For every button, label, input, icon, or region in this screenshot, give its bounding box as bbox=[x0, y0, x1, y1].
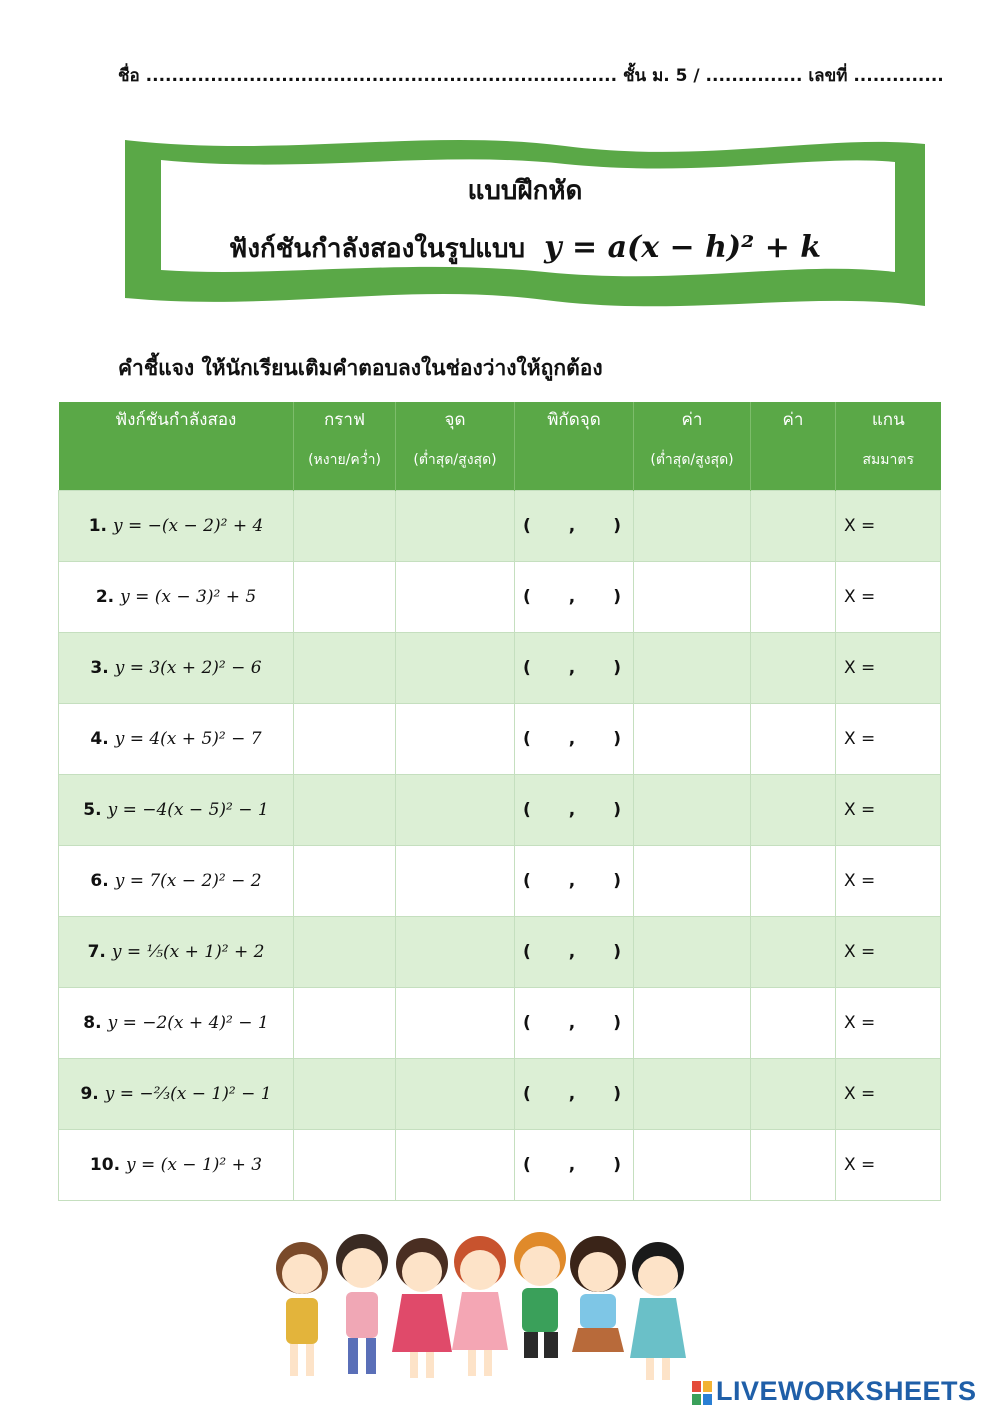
graph-answer-field[interactable] bbox=[294, 988, 396, 1059]
quadratic-equation: y = 3(x + 2)² − 6 bbox=[114, 658, 262, 678]
close-paren: ) bbox=[613, 1155, 622, 1175]
children-illustration bbox=[262, 1228, 702, 1388]
function-cell bbox=[59, 491, 294, 562]
header-value-type: ค่า (ต่ำสุด/สูงสุด) bbox=[634, 402, 751, 491]
function-cell bbox=[59, 1130, 294, 1201]
point-type-answer-field[interactable] bbox=[396, 562, 515, 633]
worksheet-title: แบบฝึกหัด bbox=[467, 176, 583, 206]
axis-of-symmetry-field[interactable] bbox=[836, 917, 941, 988]
instruction-text: คำชี้แจง ให้นักเรียนเติมคำตอบลงในช่องว่างให้ถูกต้อง bbox=[118, 356, 603, 380]
quadratic-equation: y = −⅔(x − 1)² − 1 bbox=[104, 1084, 272, 1104]
header-value: ค่า bbox=[751, 402, 836, 491]
close-paren: ) bbox=[613, 1084, 622, 1104]
value-answer-field[interactable] bbox=[751, 633, 836, 704]
value-type-answer-field[interactable] bbox=[634, 704, 751, 775]
open-paren: ( bbox=[523, 729, 531, 749]
quadratic-equation: y = −4(x − 5)² − 1 bbox=[107, 800, 269, 820]
vertex-coordinate-field[interactable] bbox=[515, 562, 634, 633]
table-row bbox=[59, 988, 941, 1059]
table-row bbox=[59, 846, 941, 917]
quadratic-equation: y = −2(x + 4)² − 1 bbox=[107, 1013, 269, 1033]
row-number: 7. bbox=[87, 942, 106, 962]
table-row bbox=[59, 1059, 941, 1130]
coord-comma: , bbox=[568, 800, 576, 820]
liveworksheets-logo-icon bbox=[692, 1381, 712, 1405]
coord-comma: , bbox=[568, 1084, 576, 1104]
value-answer-field[interactable] bbox=[751, 704, 836, 775]
axis-of-symmetry-field[interactable] bbox=[836, 1130, 941, 1201]
value-answer-field[interactable] bbox=[751, 1059, 836, 1130]
quadratic-equation: y = (x − 3)² + 5 bbox=[120, 587, 257, 607]
row-number: 4. bbox=[90, 729, 109, 749]
function-cell bbox=[59, 988, 294, 1059]
coord-comma: , bbox=[568, 729, 576, 749]
vertex-coordinate-field[interactable] bbox=[515, 846, 634, 917]
quadratic-equation: y = 7(x − 2)² − 2 bbox=[114, 871, 262, 891]
header-coordinates: พิกัดจุด bbox=[515, 402, 634, 491]
close-paren: ) bbox=[613, 587, 622, 607]
open-paren: ( bbox=[523, 587, 531, 607]
title-banner bbox=[125, 140, 925, 310]
vertex-coordinate-field[interactable] bbox=[515, 633, 634, 704]
value-answer-field[interactable] bbox=[751, 1130, 836, 1201]
subtitle-text: ฟังก์ชันกำลังสองในรูปแบบ bbox=[228, 234, 526, 264]
graph-answer-field[interactable] bbox=[294, 1059, 396, 1130]
coord-comma: , bbox=[568, 587, 576, 607]
row-number: 2. bbox=[95, 587, 115, 607]
value-type-answer-field[interactable] bbox=[634, 633, 751, 704]
axis-of-symmetry-field[interactable] bbox=[836, 633, 941, 704]
logo-text: LIVEWORKSHEETS bbox=[716, 1376, 977, 1406]
axis-of-symmetry-field[interactable] bbox=[836, 562, 941, 633]
axis-of-symmetry-field[interactable] bbox=[836, 775, 941, 846]
table-header-row bbox=[59, 402, 941, 491]
open-paren: ( bbox=[523, 1155, 531, 1175]
coord-comma: , bbox=[568, 658, 576, 678]
close-paren: ) bbox=[613, 871, 622, 891]
coord-comma: , bbox=[568, 942, 576, 962]
axis-prefix: X = bbox=[844, 942, 876, 962]
value-answer-field[interactable] bbox=[751, 491, 836, 562]
row-number: 3. bbox=[90, 658, 109, 678]
graph-answer-field[interactable] bbox=[294, 917, 396, 988]
value-type-answer-field[interactable] bbox=[634, 1059, 751, 1130]
answer-table bbox=[58, 402, 941, 1201]
axis-prefix: X = bbox=[844, 729, 876, 749]
axis-prefix: X = bbox=[844, 587, 876, 607]
value-answer-field[interactable] bbox=[751, 846, 836, 917]
close-paren: ) bbox=[613, 942, 622, 962]
open-paren: ( bbox=[523, 942, 531, 962]
function-cell bbox=[59, 775, 294, 846]
axis-prefix: X = bbox=[844, 800, 876, 820]
function-cell bbox=[59, 633, 294, 704]
close-paren: ) bbox=[613, 516, 622, 536]
value-answer-field[interactable] bbox=[751, 988, 836, 1059]
row-number: 9. bbox=[80, 1084, 99, 1104]
point-type-answer-field[interactable] bbox=[396, 917, 515, 988]
row-number: 1. bbox=[88, 516, 107, 536]
axis-prefix: X = bbox=[844, 658, 876, 678]
open-paren: ( bbox=[523, 1084, 531, 1104]
value-type-answer-field[interactable] bbox=[634, 1130, 751, 1201]
open-paren: ( bbox=[523, 871, 531, 891]
close-paren: ) bbox=[613, 729, 622, 749]
table-row bbox=[59, 633, 941, 704]
header-function: ฟังก์ชันกำลังสอง bbox=[59, 402, 294, 491]
value-type-answer-field[interactable] bbox=[634, 491, 751, 562]
axis-prefix: X = bbox=[844, 871, 876, 891]
function-cell bbox=[59, 846, 294, 917]
vertex-form-formula: y = a(x − h)² + k bbox=[544, 230, 822, 265]
worksheet-subtitle bbox=[125, 228, 925, 269]
coord-comma: , bbox=[568, 1013, 576, 1033]
graph-answer-field[interactable] bbox=[294, 1130, 396, 1201]
axis-of-symmetry-field[interactable] bbox=[836, 988, 941, 1059]
table-row bbox=[59, 704, 941, 775]
quadratic-equation: y = −(x − 2)² + 4 bbox=[112, 516, 264, 536]
student-info-line: ชื่อ ......................................................................... ชั้น ม. 5 / ............... เลขที่ .............. bbox=[118, 66, 944, 86]
row-number: 5. bbox=[83, 800, 102, 820]
header-axis: แกน สมมาตร bbox=[836, 402, 941, 491]
point-type-answer-field[interactable] bbox=[396, 704, 515, 775]
point-type-answer-field[interactable] bbox=[396, 775, 515, 846]
vertex-coordinate-field[interactable] bbox=[515, 988, 634, 1059]
value-answer-field[interactable] bbox=[751, 562, 836, 633]
open-paren: ( bbox=[523, 516, 531, 536]
function-cell bbox=[59, 562, 294, 633]
graph-answer-field[interactable] bbox=[294, 775, 396, 846]
open-paren: ( bbox=[523, 658, 531, 678]
vertex-coordinate-field[interactable] bbox=[515, 491, 634, 562]
vertex-coordinate-field[interactable] bbox=[515, 1059, 634, 1130]
coord-comma: , bbox=[568, 1155, 576, 1175]
value-type-answer-field[interactable] bbox=[634, 988, 751, 1059]
row-number: 6. bbox=[90, 871, 109, 891]
table-row bbox=[59, 775, 941, 846]
axis-of-symmetry-field[interactable] bbox=[836, 491, 941, 562]
row-number: 8. bbox=[83, 1013, 102, 1033]
value-type-answer-field[interactable] bbox=[634, 846, 751, 917]
value-answer-field[interactable] bbox=[751, 775, 836, 846]
vertex-coordinate-field[interactable] bbox=[515, 917, 634, 988]
table-row bbox=[59, 562, 941, 633]
vertex-coordinate-field[interactable] bbox=[515, 704, 634, 775]
value-type-answer-field[interactable] bbox=[634, 562, 751, 633]
value-type-answer-field[interactable] bbox=[634, 917, 751, 988]
close-paren: ) bbox=[613, 658, 622, 678]
point-type-answer-field[interactable] bbox=[396, 1130, 515, 1201]
vertex-coordinate-field[interactable] bbox=[515, 1130, 634, 1201]
function-cell bbox=[59, 1059, 294, 1130]
point-type-answer-field[interactable] bbox=[396, 988, 515, 1059]
graph-answer-field[interactable] bbox=[294, 491, 396, 562]
graph-answer-field[interactable] bbox=[294, 562, 396, 633]
close-paren: ) bbox=[613, 800, 622, 820]
graph-answer-field[interactable] bbox=[294, 704, 396, 775]
function-cell bbox=[59, 704, 294, 775]
coord-comma: , bbox=[568, 516, 576, 536]
axis-prefix: X = bbox=[844, 1155, 876, 1175]
table-row bbox=[59, 491, 941, 562]
graph-answer-field[interactable] bbox=[294, 846, 396, 917]
axis-prefix: X = bbox=[844, 1084, 876, 1104]
close-paren: ) bbox=[613, 1013, 622, 1033]
quadratic-equation: y = (x − 1)² + 3 bbox=[126, 1155, 263, 1175]
table-row bbox=[59, 1130, 941, 1201]
row-number: 10. bbox=[89, 1155, 121, 1175]
point-type-answer-field[interactable] bbox=[396, 491, 515, 562]
coord-comma: , bbox=[568, 871, 576, 891]
open-paren: ( bbox=[523, 1013, 531, 1033]
function-cell bbox=[59, 917, 294, 988]
open-paren: ( bbox=[523, 800, 531, 820]
axis-of-symmetry-field[interactable] bbox=[836, 1059, 941, 1130]
liveworksheets-logo bbox=[692, 1376, 977, 1407]
axis-prefix: X = bbox=[844, 1013, 876, 1033]
axis-of-symmetry-field[interactable] bbox=[836, 704, 941, 775]
axis-of-symmetry-field[interactable] bbox=[836, 846, 941, 917]
value-answer-field[interactable] bbox=[751, 917, 836, 988]
header-graph: กราฟ (หงาย/คว่ำ) bbox=[294, 402, 396, 491]
header-point: จุด (ต่ำสุด/สูงสุด) bbox=[396, 402, 515, 491]
value-type-answer-field[interactable] bbox=[634, 775, 751, 846]
quadratic-equation: y = ⅕(x + 1)² + 2 bbox=[111, 942, 265, 962]
vertex-coordinate-field[interactable] bbox=[515, 775, 634, 846]
table-row bbox=[59, 917, 941, 988]
axis-prefix: X = bbox=[844, 516, 876, 536]
graph-answer-field[interactable] bbox=[294, 633, 396, 704]
point-type-answer-field[interactable] bbox=[396, 1059, 515, 1130]
quadratic-equation: y = 4(x + 5)² − 7 bbox=[114, 729, 262, 749]
point-type-answer-field[interactable] bbox=[396, 633, 515, 704]
point-type-answer-field[interactable] bbox=[396, 846, 515, 917]
